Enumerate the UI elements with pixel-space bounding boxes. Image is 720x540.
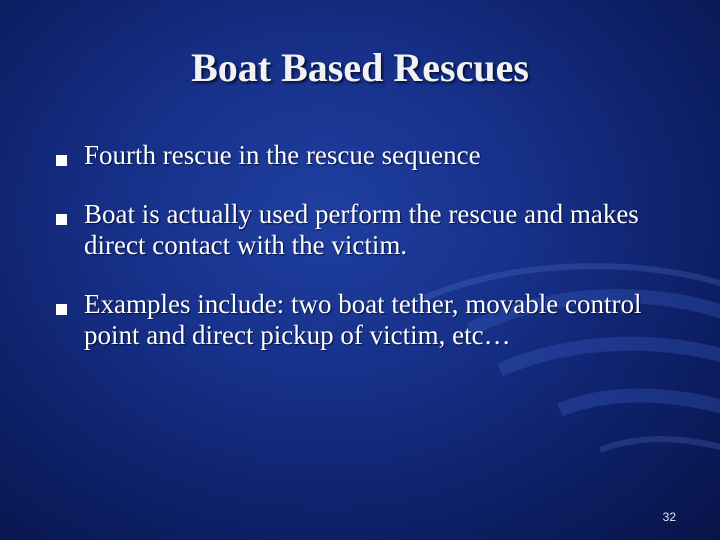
bullet-item (56, 289, 676, 351)
bullet-text: Examples include: two boat tether, movable control point and direct pickup of victim, etc… (84, 289, 642, 350)
bullet-text: Fourth rescue in the rescue sequence (84, 140, 481, 170)
bullet-text: Boat is actually used perform the rescue and makes direct contact with the victim. (84, 199, 639, 260)
bullet-item (56, 140, 676, 171)
slide-title: Boat Based Rescues (191, 45, 529, 90)
bullet-item (56, 199, 676, 261)
square-bullet-icon (56, 304, 67, 315)
square-bullet-icon (56, 214, 67, 225)
page-number: 32 (662, 510, 676, 524)
bullet-list (56, 140, 676, 379)
square-bullet-icon (56, 155, 67, 166)
